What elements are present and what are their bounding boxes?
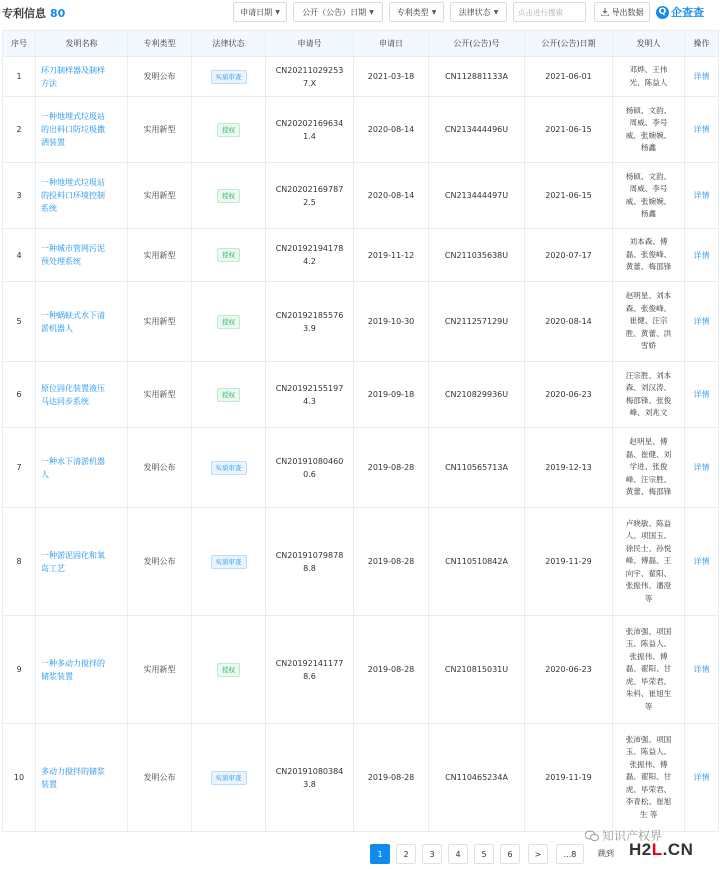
cell-line: 威、张婉婉、 — [625, 130, 672, 140]
column-header: 发明名称 — [36, 31, 128, 57]
cell-line: 虎、毕荣君、 — [625, 676, 672, 686]
cell-line: CN20202169634 — [275, 118, 344, 128]
cell-line: 2.5 — [303, 197, 316, 207]
cell-line: 虎、毕荣君、 — [625, 784, 672, 794]
site-part: L — [651, 840, 663, 859]
details-link[interactable]: 详情 — [685, 282, 719, 362]
patent-name-link[interactable] — [36, 508, 128, 616]
cell-line: 岛工艺 — [41, 563, 65, 573]
inventors — [613, 57, 685, 97]
page-button[interactable]: 6 — [500, 844, 520, 864]
publication-number: CN210829936U — [429, 362, 525, 428]
table-row — [3, 97, 719, 163]
patent-name-link[interactable] — [36, 616, 128, 724]
publication-date: 2019-11-19 — [525, 724, 613, 832]
patent-name-link[interactable] — [36, 229, 128, 282]
publication-number: CN112881133A — [429, 57, 525, 97]
column-header: 专利类型 — [128, 31, 192, 57]
application-date: 2019-10-30 — [354, 282, 429, 362]
publication-date: 2020-08-14 — [525, 282, 613, 362]
column-header: 法律状态 — [192, 31, 266, 57]
application-number — [266, 229, 354, 282]
cell-line: CN20202169787 — [275, 184, 344, 194]
cell-line: 预处理系统 — [41, 257, 81, 266]
legal-status — [192, 616, 266, 724]
legal-status — [192, 362, 266, 428]
cell-line: 一种地埋式垃圾站 — [41, 112, 105, 121]
publication-number: CN211035638U — [429, 229, 525, 282]
table-row — [3, 229, 719, 282]
jump-label: 跳到 — [598, 849, 614, 858]
inventors — [613, 282, 685, 362]
patent-type: 实用新型 — [128, 282, 192, 362]
status-badge: 授权 — [217, 388, 240, 402]
publication-date: 2020-06-23 — [525, 362, 613, 428]
cell-line: 黄蕾、梅邵锋 — [625, 487, 672, 497]
cell-line: 杨硕、文韵、 — [625, 105, 672, 115]
patent-table — [2, 30, 719, 832]
search-input[interactable] — [513, 2, 586, 22]
cell-line: 1.4 — [303, 131, 316, 141]
application-date: 2019-09-18 — [354, 362, 429, 428]
cell-line: 原位固化装置液压 — [41, 383, 105, 393]
cell-line: 一种蜗蚨式水下清 — [41, 310, 105, 320]
legal-status — [192, 508, 266, 616]
column-header: 公开(公告)号 — [429, 31, 525, 57]
publication-number: CN110510842A — [429, 508, 525, 616]
status-badge: 实质审查 — [211, 555, 247, 569]
application-date: 2019-08-28 — [354, 616, 429, 724]
cell-line: 峰、傅磊、王 — [625, 556, 672, 566]
brand-name: 企查查 — [671, 6, 704, 19]
filter-publication-date[interactable] — [293, 2, 383, 22]
legal-status — [192, 229, 266, 282]
cell-line: 人 — [41, 469, 49, 479]
details-link[interactable]: 详情 — [685, 616, 719, 724]
patent-type: 实用新型 — [128, 163, 192, 229]
patent-name-link[interactable] — [36, 724, 128, 832]
watermark-text: 知识产权界 — [602, 829, 663, 843]
details-link[interactable]: 详情 — [685, 428, 719, 508]
wechat-icon — [585, 830, 599, 842]
filter-label: 申请日期 — [240, 7, 273, 17]
cell-line: 梅邵锋、张俊 — [625, 395, 672, 405]
cell-line: 峰、刘兆文 — [629, 408, 668, 417]
cell-line: 磊、翟阳、甘 — [625, 772, 672, 782]
table-row — [3, 57, 719, 97]
row-number: 3 — [3, 163, 36, 229]
cell-line: CN20191079878 — [275, 550, 344, 560]
cell-line: 8.6 — [303, 671, 316, 681]
cell-line: 张振伟、潘澄 — [625, 581, 672, 591]
column-header: 发明人 — [613, 31, 685, 57]
status-badge: 授权 — [217, 248, 240, 262]
application-date: 2019-11-12 — [354, 229, 429, 282]
legal-status — [192, 428, 266, 508]
patent-type: 实用新型 — [128, 97, 192, 163]
cell-line: 峰、汪宗胜、 — [625, 474, 672, 484]
cell-line: 储浆装置 — [41, 671, 73, 681]
publication-date: 2020-06-23 — [525, 616, 613, 724]
pagination — [0, 844, 720, 866]
cell-line: 杨鑫 — [640, 143, 657, 152]
cell-line: 赵明星、刘本 — [625, 291, 672, 301]
cell-line: 等 — [644, 701, 653, 711]
search-placeholder: 点击进行搜索 — [518, 7, 563, 17]
table-body — [3, 57, 719, 832]
patent-name-link[interactable] — [36, 163, 128, 229]
cell-line: 周威、李号 — [629, 184, 668, 193]
status-badge: 授权 — [217, 315, 240, 329]
download-icon — [601, 8, 609, 16]
caret-down-icon: ▼ — [493, 8, 499, 16]
cell-line: 卢晓敏、陈益 — [625, 518, 672, 528]
publication-number: CN211257129U — [429, 282, 525, 362]
status-badge: 授权 — [217, 123, 240, 137]
patent-name-link[interactable] — [36, 428, 128, 508]
column-header: 序号 — [3, 31, 36, 57]
table-row — [3, 362, 719, 428]
page-button[interactable]: 1 — [370, 844, 390, 864]
result-count: 80 — [50, 7, 66, 20]
title-text: 专利信息 — [2, 7, 46, 20]
page-button[interactable]: 5 — [474, 844, 494, 864]
cell-line: CN20191080384 — [275, 766, 344, 776]
application-number — [266, 508, 354, 616]
cell-line: 3.8 — [303, 779, 316, 789]
table-row — [3, 282, 719, 362]
cell-line: 刘本森、傅 — [629, 237, 668, 247]
cell-line: 洒装置 — [41, 138, 65, 147]
site-part: H2 — [629, 840, 652, 859]
patent-name-link[interactable] — [36, 57, 128, 97]
patent-type: 实用新型 — [128, 616, 192, 724]
cell-line: 周威、李号 — [629, 118, 668, 127]
status-badge: 授权 — [217, 189, 240, 203]
cell-line: 马达同步系统 — [41, 396, 89, 406]
column-header: 公开(公告)日期 — [525, 31, 613, 57]
cell-line: CN20192194178 — [275, 244, 344, 253]
application-number — [266, 163, 354, 229]
application-number — [266, 724, 354, 832]
cell-line: 0.6 — [303, 469, 316, 479]
cell-line: 学进、张俊 — [629, 462, 668, 472]
legal-status — [192, 724, 266, 832]
cell-line: 杨鑫 — [640, 209, 657, 218]
cell-line: 张沛强、项国 — [625, 626, 672, 636]
cell-line: 淤机器人 — [41, 323, 73, 333]
application-number — [266, 616, 354, 724]
details-link[interactable]: 详情 — [685, 229, 719, 282]
cell-line: 张振伟、傅 — [629, 651, 668, 661]
publication-number: CN210815031U — [429, 616, 525, 724]
publication-date: 2019-11-29 — [525, 508, 613, 616]
cell-line: 李青松、崔旭 — [625, 797, 672, 807]
cell-line: CN20192185576 — [275, 310, 344, 320]
details-link[interactable]: 详情 — [685, 163, 719, 229]
column-header: 操作 — [685, 31, 719, 57]
qcc-logo-icon: Q — [656, 6, 669, 19]
caret-down-icon: ▼ — [275, 8, 280, 16]
cell-line: 磊、翟阳、甘 — [625, 664, 672, 674]
details-link[interactable]: 详情 — [685, 97, 719, 163]
cell-line: CN20192141177 — [275, 658, 344, 668]
cell-line: 威、张婉婉、 — [625, 196, 672, 206]
table-row — [3, 163, 719, 229]
publication-date: 2021-06-15 — [525, 97, 613, 163]
cell-line: 张沛强、项国 — [625, 734, 672, 744]
publication-date: 2020-07-17 — [525, 229, 613, 282]
legal-status — [192, 97, 266, 163]
cell-line: 的出料口防垃圾撒 — [41, 125, 105, 134]
next-page-button[interactable]: > — [528, 844, 548, 864]
filter-legal-status[interactable] — [450, 2, 507, 22]
export-button[interactable] — [594, 2, 650, 22]
column-header: 申请号 — [266, 31, 354, 57]
inventors — [613, 229, 685, 282]
cell-line: 7.X — [302, 78, 317, 88]
cell-line: 胜、黄蕾、洪 — [625, 328, 672, 338]
site-part: .CN — [662, 840, 694, 859]
toolbar — [0, 0, 720, 26]
row-number: 8 — [3, 508, 36, 616]
cell-line: CN20211029253 — [275, 65, 344, 75]
publication-date: 2021-06-15 — [525, 163, 613, 229]
cell-line: 向宇、翟阳、 — [625, 568, 672, 578]
filter-label: 公开（公告）日期 — [302, 7, 367, 17]
application-date: 2019-08-28 — [354, 428, 429, 508]
cell-line: 森、张俊峰、 — [625, 303, 672, 313]
cell-line: 崔健、汪宗 — [629, 316, 668, 326]
filter-label: 专利类型 — [396, 7, 429, 17]
cell-line: 徐民士、孙悦 — [625, 543, 672, 553]
cell-line: 装置 — [41, 779, 57, 789]
cell-line: 一种多动力搅拌的 — [41, 658, 105, 668]
cell-line: 磊、张俊峰、 — [625, 249, 672, 259]
publication-number: CN213444497U — [429, 163, 525, 229]
page-title — [2, 5, 65, 21]
legal-status — [192, 57, 266, 97]
status-badge: 实质审查 — [211, 461, 247, 475]
patent-type: 发明公布 — [128, 428, 192, 508]
application-number — [266, 428, 354, 508]
row-number: 1 — [3, 57, 36, 97]
filter-patent-type[interactable] — [389, 2, 444, 22]
filter-label: 法律状态 — [458, 7, 491, 17]
patent-type: 发明公布 — [128, 724, 192, 832]
inventors — [613, 97, 685, 163]
page-button[interactable]: 3 — [422, 844, 442, 864]
patent-type: 发明公布 — [128, 508, 192, 616]
application-number — [266, 362, 354, 428]
cell-line: 4.3 — [303, 396, 316, 406]
patent-type: 实用新型 — [128, 229, 192, 282]
caret-down-icon: ▼ — [369, 8, 374, 16]
table-row — [3, 508, 719, 616]
application-number — [266, 97, 354, 163]
patent-name-link[interactable] — [36, 362, 128, 428]
site-watermark — [629, 840, 693, 860]
details-link[interactable]: 详情 — [685, 57, 719, 97]
application-date: 2020-08-14 — [354, 97, 429, 163]
legal-status — [192, 163, 266, 229]
table-header — [3, 31, 719, 57]
inventors — [613, 724, 685, 832]
table-row — [3, 724, 719, 832]
inventors — [613, 362, 685, 428]
cell-line: 多动力搅拌的储浆 — [41, 766, 105, 776]
cell-line: 汪宗胜、刘本 — [625, 370, 672, 380]
row-number: 4 — [3, 229, 36, 282]
row-number: 6 — [3, 362, 36, 428]
cell-line: 磊、崔健、刘 — [625, 449, 672, 459]
patent-name-link[interactable] — [36, 282, 128, 362]
application-number — [266, 282, 354, 362]
publication-number: CN110465234A — [429, 724, 525, 832]
cell-line: 光、陈益人 — [629, 77, 668, 87]
cell-line: 一种淤泥固化和氧 — [41, 550, 105, 560]
cell-line: 一种水下清淤机器 — [41, 456, 105, 466]
cell-line: 系统 — [41, 204, 57, 213]
column-header: 申请日 — [354, 31, 429, 57]
inventors — [613, 508, 685, 616]
cell-line: 生 等 — [639, 809, 658, 819]
row-number: 9 — [3, 616, 36, 724]
cell-line: 4.2 — [303, 257, 316, 266]
export-label: 导出数据 — [611, 7, 644, 17]
patent-type: 实用新型 — [128, 362, 192, 428]
cell-line: 赵明星、傅 — [629, 437, 668, 447]
details-link[interactable]: 详情 — [685, 724, 719, 832]
publication-number: CN213444496U — [429, 97, 525, 163]
application-date: 2020-08-14 — [354, 163, 429, 229]
status-badge: 授权 — [217, 663, 240, 677]
patent-type: 发明公布 — [128, 57, 192, 97]
cell-line: 3.9 — [303, 323, 316, 333]
row-number: 7 — [3, 428, 36, 508]
brand-logo — [656, 2, 704, 22]
inventors — [613, 616, 685, 724]
publication-date: 2021-06-01 — [525, 57, 613, 97]
application-date: 2019-08-28 — [354, 508, 429, 616]
publication-number: CN110565713A — [429, 428, 525, 508]
cell-line: CN20192155197 — [275, 383, 344, 393]
cell-line: 张振伟、傅 — [629, 759, 668, 769]
cell-line: 杨硕、文韵、 — [625, 171, 672, 181]
row-number: 2 — [3, 97, 36, 163]
row-number: 5 — [3, 282, 36, 362]
inventors — [613, 428, 685, 508]
cell-line: 的投料口环境控制 — [41, 191, 105, 200]
caret-down-icon: ▼ — [431, 8, 437, 16]
cell-line: 一种地埋式垃圾站 — [41, 178, 105, 187]
cell-line: 森、刘汉涛、 — [625, 383, 672, 392]
cell-line: 玉、陈益人、 — [625, 639, 672, 649]
cell-line: 人、项国玉、 — [625, 531, 672, 541]
status-badge: 实质审查 — [211, 70, 247, 84]
cell-line: 方法 — [41, 78, 57, 88]
cell-line: CN20191080460 — [275, 456, 344, 466]
legal-status — [192, 282, 266, 362]
table-row — [3, 616, 719, 724]
application-date: 2019-08-28 — [354, 724, 429, 832]
cell-line: 朱科、崔旭生 — [625, 689, 672, 699]
details-link[interactable]: 详情 — [685, 508, 719, 616]
cell-line: 雪娇 — [640, 341, 657, 351]
inventors — [613, 163, 685, 229]
page-button[interactable]: 4 — [448, 844, 468, 864]
patent-name-link[interactable] — [36, 97, 128, 163]
application-number — [266, 57, 354, 97]
publication-date: 2019-12-13 — [525, 428, 613, 508]
details-link[interactable]: 详情 — [685, 362, 719, 428]
page-button[interactable]: 2 — [396, 844, 416, 864]
cell-line: 一种城市管网污泥 — [41, 244, 105, 253]
row-number: 10 — [3, 724, 36, 832]
cell-line: 8.8 — [303, 563, 316, 573]
cell-line: 黄蕾、梅邵锋 — [625, 262, 672, 272]
table-row — [3, 428, 719, 508]
status-badge: 实质审查 — [211, 771, 247, 785]
cell-line: 环刀制样器及制样 — [41, 65, 105, 75]
cell-line: 玉、陈益人、 — [625, 747, 672, 757]
cell-line: 等 — [644, 593, 653, 603]
filter-application-date[interactable] — [233, 2, 287, 22]
last-page-button[interactable]: ...8 — [556, 844, 584, 864]
application-date: 2021-03-18 — [354, 57, 429, 97]
cell-line: 邓烨、王伟 — [629, 65, 668, 74]
